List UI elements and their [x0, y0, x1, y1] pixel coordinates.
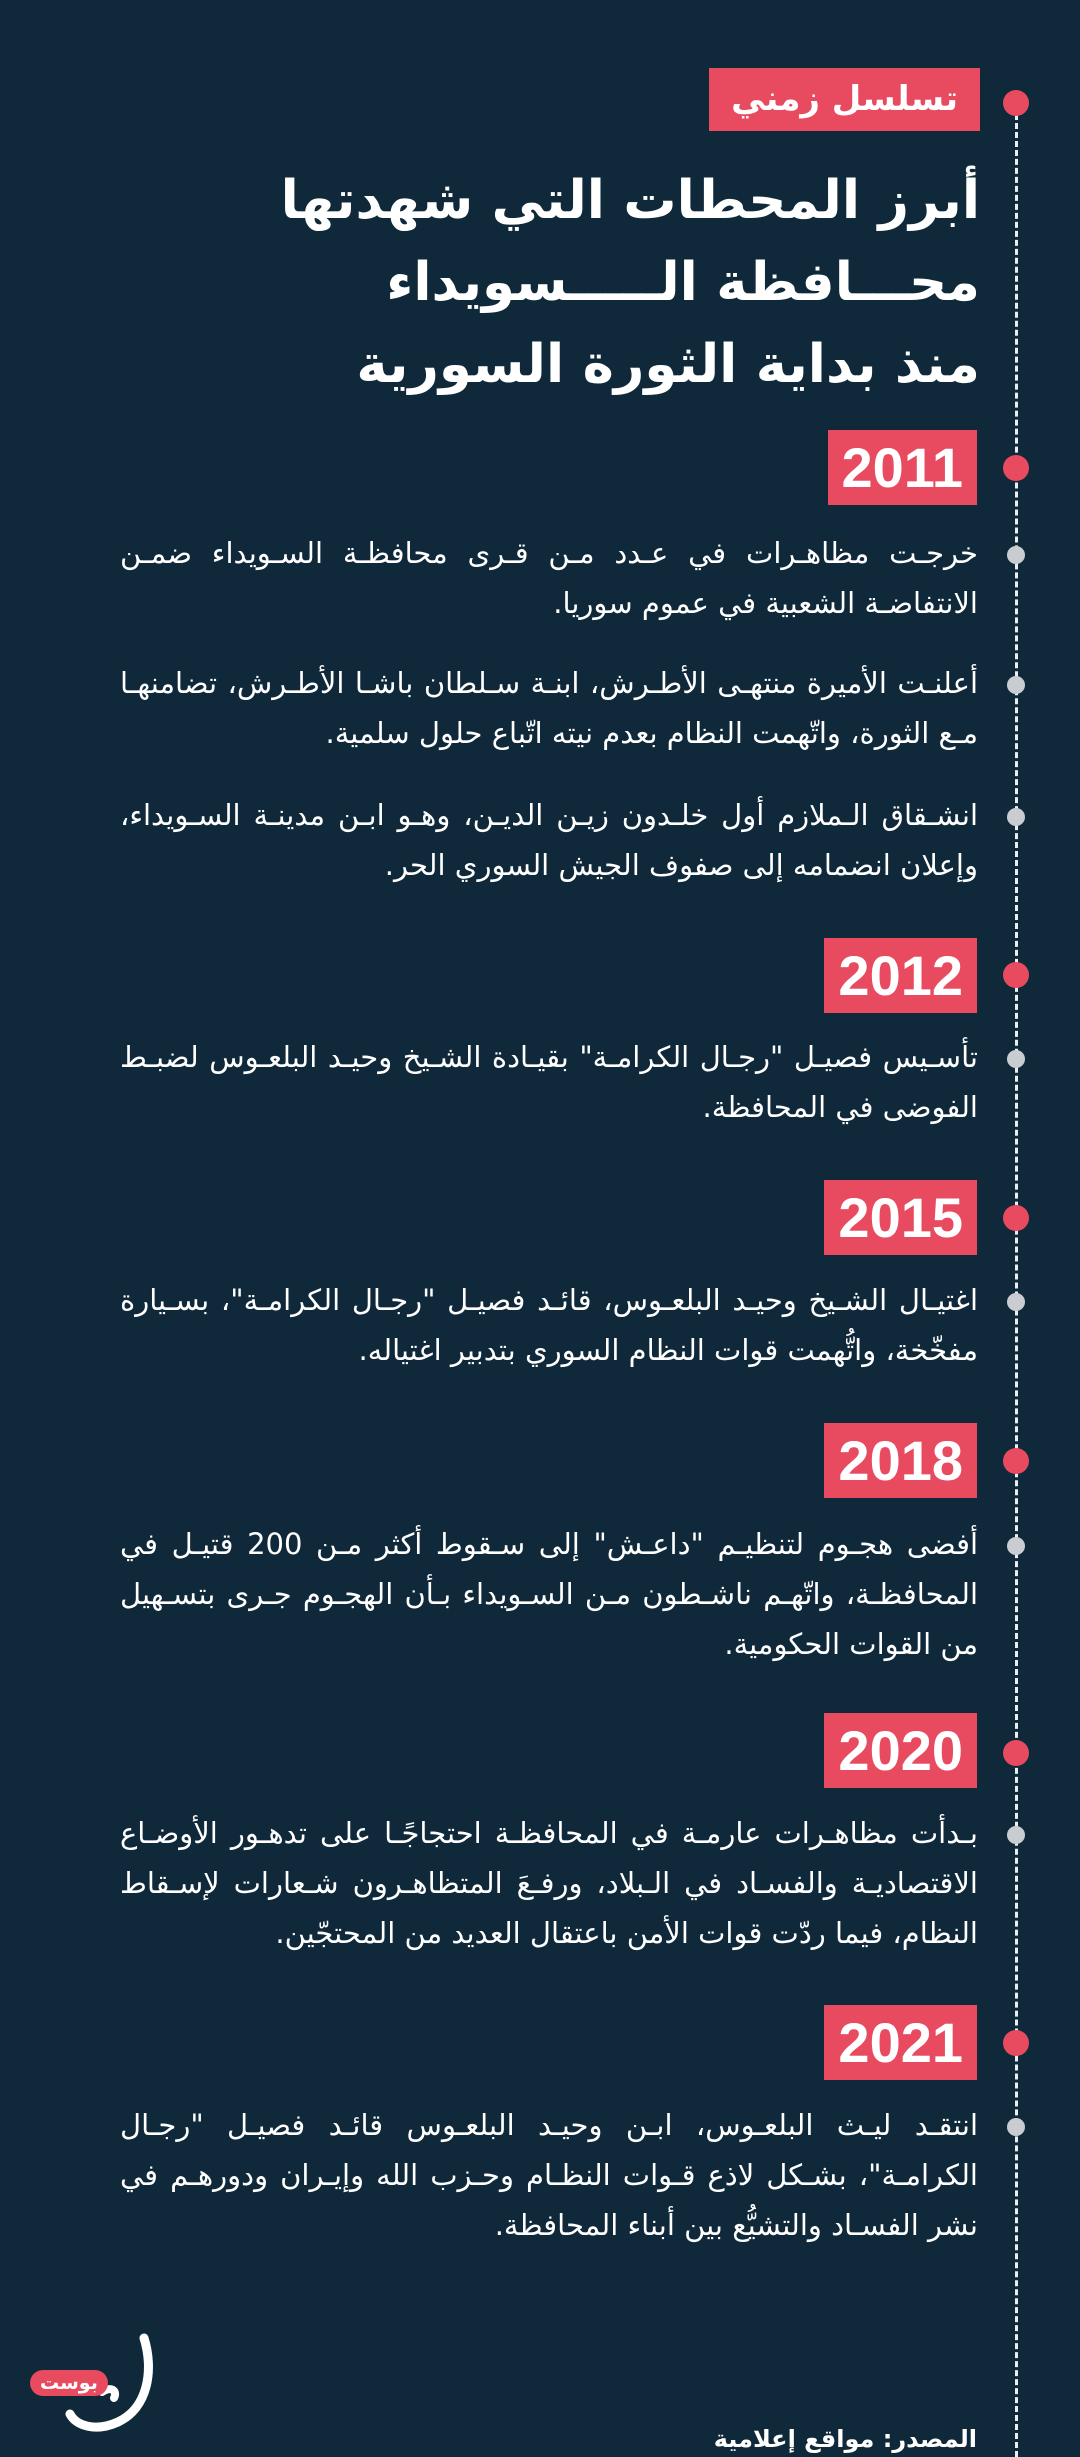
event-bullet — [1007, 808, 1025, 826]
event-text: خرجـت مظاهـرات في عـدد مـن قـرى محافظـة السـويداء ضمـن الانتفاضـة الشعبية في عموم سوريا. — [120, 536, 978, 620]
event-text: اغتيـال الشـيخ وحيـد البلعـوس، قائـد فصيـل "رجـال الكرامـة"، بسـيارة مفخّخة، واتُّهمت قوات النظام السوري بتدبير اغتياله. — [120, 1283, 978, 1367]
event-bullet — [1007, 1537, 1025, 1555]
timeline-dot-2020 — [1003, 1740, 1029, 1766]
event-bullet — [1007, 1826, 1025, 1844]
event-text: تأسـيس فصيـل "رجـال الكرامـة" بقيـادة الشـيخ وحيـد البلعـوس لضبـط الفوضى في المحافظة. — [120, 1040, 978, 1124]
timeline-dot-2015 — [1003, 1205, 1029, 1231]
event-bullet — [1007, 1293, 1025, 1311]
event-text: أفضى هجـوم لتنظيـم "داعـش" إلى سـقوط أكثر مـن 200 قتيـل في المحافظـة، واتّهـم ناشـطون مـن السـويداء بـأن الهجـوم جـرى بتسـهيل من القوات الحكومية. — [120, 1527, 979, 1661]
timeline-dot-header — [1003, 90, 1029, 116]
page-title-line-2: محـــافظة الـــــسويداء — [386, 252, 980, 313]
page-title-line-3: منذ بداية الثورة السورية — [356, 334, 980, 395]
source-credit: المصدر: مواقع إعلامية — [713, 2425, 977, 2453]
event-bullet — [1007, 546, 1025, 564]
timeline-dot-2021 — [1003, 2030, 1029, 2056]
timeline-tag: تسلسل زمني — [709, 68, 980, 131]
year-badge-2018: 2018 — [824, 1423, 977, 1498]
event-bullet — [1007, 1050, 1025, 1068]
event-bullet — [1007, 2118, 1025, 2136]
logo-badge: بوست — [30, 2370, 108, 2396]
event-text: أعلنـت الأميرة منتهـى الأطـرش، ابنـة سـلطان باشـا الأطـرش، تضامنهـا مـع الثورة، واتّهمت النظام بعدم نيته اتّباع حلول سلمية. — [120, 666, 978, 750]
timeline-dot-2018 — [1003, 1448, 1029, 1474]
noon-post-logo — [26, 2330, 166, 2440]
event-text: انشـقاق الـملازم أول خلـدون زيـن الديـن، وهـو ابـن مدينـة السـويداء، وإعلان انضمامه إلى صفوف الجيش السوري الحر. — [120, 798, 978, 882]
timeline-dot-2011 — [1003, 455, 1029, 481]
year-badge-2015: 2015 — [824, 1180, 977, 1255]
year-badge-2021: 2021 — [824, 2005, 977, 2080]
year-badge-2011: 2011 — [828, 430, 978, 505]
page-title-line-1: أبرز المحطات التي شهدتها — [280, 170, 980, 231]
event-bullet — [1007, 676, 1025, 694]
year-badge-2012: 2012 — [824, 938, 977, 1013]
event-text: بـدأت مظاهـرات عارمـة في المحافظـة احتجاجًـا على تدهـور الأوضـاع الاقتصاديـة والفسـاد في الـبلاد، ورفـعَ المتظاهـرون شـعارات لإسـقاط النظام، فيما ردّت قوات الأمن باعتقال العديد من المحتجّين. — [120, 1816, 978, 1950]
timeline-dot-2012 — [1003, 962, 1029, 988]
event-text: انتقـد ليـث البلعـوس، ابـن وحيـد البلعـوس قائـد فصيـل "رجـال الكرامـة"، بشـكل لاذع قـوات النظـام وحـزب الله وإيـران ودورهـم في نشر الفسـاد والتشيُّع بين أبناء المحافظة. — [120, 2108, 978, 2242]
year-badge-2020: 2020 — [824, 1713, 977, 1788]
